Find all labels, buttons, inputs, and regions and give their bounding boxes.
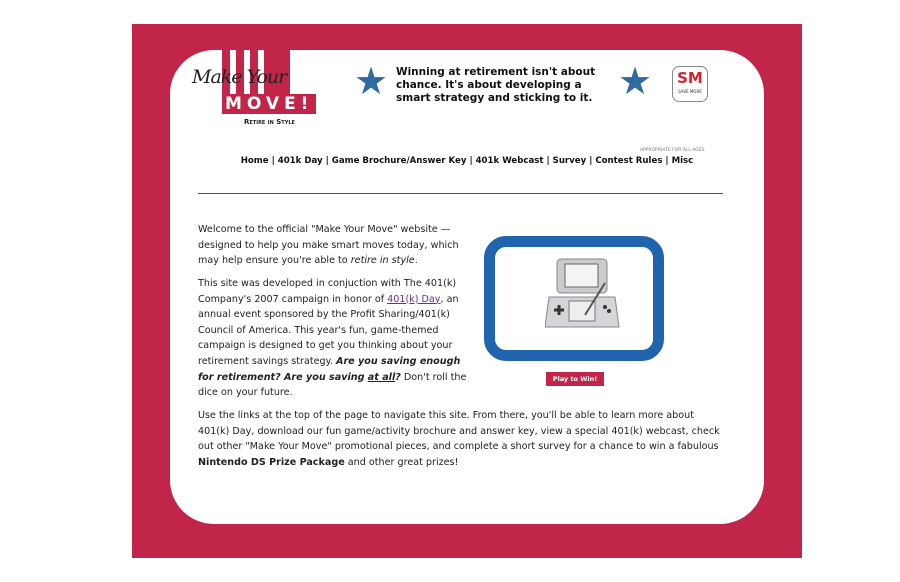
prize-package: Nintendo DS Prize Package <box>198 456 345 468</box>
text: Don't roll the dice on your future. <box>198 371 467 399</box>
content-panel <box>170 50 764 524</box>
nintendo-ds-image <box>545 255 620 335</box>
star-icon: ★ <box>618 59 653 103</box>
emphasis: retire in style <box>350 255 415 267</box>
welcome-paragraph <box>198 222 473 269</box>
star-icon: ★ <box>354 59 389 103</box>
question: ? <box>395 371 401 383</box>
make-your-move-logo[interactable] <box>192 48 332 128</box>
divider <box>198 193 723 194</box>
nav-misc[interactable]: Misc <box>671 156 694 166</box>
text: , an annual event sponsored by the Profit Sharing/401(k) Council of America. This year's fun, game-themed campaign is designed to get you thinking about your retirement savings strategy. <box>198 293 459 367</box>
navigate-paragraph <box>198 408 728 470</box>
text: . <box>414 255 418 267</box>
slogan: Winning at retirement isn't about chance. It's about developing a smart strategy and sticking to it. <box>396 66 596 104</box>
badge-letters: SM <box>677 69 703 87</box>
rating-label: APPROPRIATE FOR ALL AGES <box>640 148 705 153</box>
nav-401k-webcast[interactable]: 401k Webcast <box>475 156 544 166</box>
question-underlined: at all <box>367 371 396 383</box>
text: and other great prizes! <box>344 456 459 468</box>
play-to-win-button[interactable]: Play to Win! <box>546 372 604 386</box>
play-to-win-promo[interactable] <box>480 230 670 390</box>
nav-401k-day[interactable]: 401k Day <box>277 156 323 166</box>
main-nav: Home | 401k Day | Game Brochure/Answer Key | 401k Webcast | Survey | Contest Rules | Misc <box>240 156 694 166</box>
text: Use the links at the top of the page to navigate this site. From there, you'll be able to learn more about 401(k) Day, download our fun game/activity brochure and answer key, view a special 401(k) webcast, check out other "Make Your Move" promotional pieces, and complete a short survey for a chance to win a fabulous <box>198 410 720 453</box>
text: This site was developed in conjuction with The 401(k) Company's 2007 campaign in honor of <box>198 278 457 305</box>
nav-game-brochure[interactable]: Game Brochure/Answer Key <box>331 156 467 166</box>
text: Welcome to the official "Make Your Move" website — designed to help you make smart moves today, which may help ensure you're able to <box>198 224 459 267</box>
logo-tagline: Retire in Style <box>244 118 295 126</box>
question: Are you saving enough for retirement? Are you saving <box>198 355 461 383</box>
page-frame <box>132 24 802 558</box>
nav-contest-rules[interactable]: Contest Rules <box>595 156 663 166</box>
badge-caption: SAVE MORE <box>678 89 702 94</box>
logo-script: Make Your <box>192 66 287 88</box>
save-more-badge <box>672 66 708 102</box>
nav-survey[interactable]: Survey <box>552 156 587 166</box>
nav-home[interactable]: Home <box>240 156 269 166</box>
about-paragraph <box>198 276 476 401</box>
logo-move: MOVE! <box>222 94 316 114</box>
401k-day-link[interactable]: 401(k) Day <box>387 293 441 305</box>
